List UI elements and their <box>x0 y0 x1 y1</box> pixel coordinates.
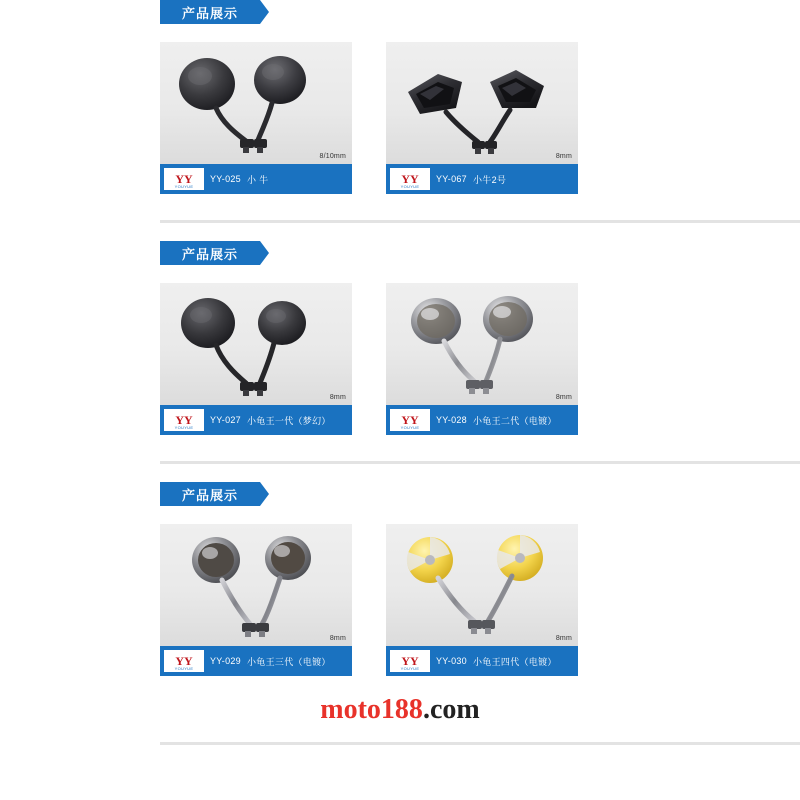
mirror-illustration-round-black <box>160 283 352 405</box>
brand-logo-icon <box>164 409 204 431</box>
product-code: YY-027 <box>210 415 241 425</box>
brand-logo-icon <box>390 168 430 190</box>
product-caption-yy-028 <box>386 405 578 435</box>
product-card-yy-029[interactable] <box>160 524 352 676</box>
section-header-2: 产品展示 <box>160 241 260 265</box>
product-code: YY-025 <box>210 174 241 184</box>
section-header-3: 产品展示 <box>160 482 260 506</box>
product-photo-yy-029 <box>160 524 352 646</box>
mirror-illustration-round-black <box>160 42 352 164</box>
brand-logo-sub: YOUYUE <box>174 184 194 189</box>
brand-logo-main: YY <box>175 171 193 186</box>
product-card-yy-030[interactable] <box>386 524 578 676</box>
product-photo-yy-025 <box>160 42 352 164</box>
mirror-illustration-round-chrome <box>386 283 578 405</box>
mirror-illustration-round-yellow <box>386 524 578 646</box>
watermark-domain: .com <box>422 694 480 725</box>
section-header-1: 产品展示 <box>160 0 260 24</box>
product-photo-yy-067 <box>386 42 578 164</box>
section-divider-1 <box>160 220 800 223</box>
brand-logo-icon <box>164 650 204 672</box>
product-card-row-2 <box>0 265 800 435</box>
product-section-1 <box>0 0 800 223</box>
brand-logo-main: YY <box>401 171 419 186</box>
brand-logo-icon <box>390 650 430 672</box>
site-watermark <box>0 694 800 726</box>
brand-logo-sub: YOUYUE <box>174 666 194 671</box>
size-label-yy-029: 8mm <box>329 635 346 642</box>
product-name: 小龟王四代（电镀） <box>473 656 557 667</box>
product-code: YY-028 <box>436 415 467 425</box>
mirror-illustration-round-chrome-dark <box>160 524 352 646</box>
product-code: YY-029 <box>210 656 241 666</box>
product-section-3 <box>0 482 800 676</box>
product-photo-yy-030 <box>386 524 578 646</box>
product-section-2 <box>0 241 800 464</box>
brand-logo-main: YY <box>175 653 193 668</box>
size-label-yy-025: 8/10mm <box>319 153 346 160</box>
product-code: YY-067 <box>436 174 467 184</box>
product-card-yy-028[interactable] <box>386 283 578 435</box>
brand-logo-sub: YOUYUE <box>400 184 420 189</box>
product-card-yy-027[interactable] <box>160 283 352 435</box>
product-card-yy-025[interactable] <box>160 42 352 194</box>
brand-logo-icon <box>390 409 430 431</box>
product-photo-yy-027 <box>160 283 352 405</box>
brand-logo-main: YY <box>401 412 419 427</box>
size-label-yy-030: 8mm <box>555 635 572 642</box>
section-divider-2 <box>160 461 800 464</box>
product-code: YY-030 <box>436 656 467 666</box>
mirror-illustration-angular-black <box>386 42 578 164</box>
watermark-brand: moto188 <box>320 694 423 725</box>
brand-logo-sub: YOUYUE <box>174 425 194 430</box>
product-caption-yy-027 <box>160 405 352 435</box>
product-card-row-1 <box>0 24 800 194</box>
brand-logo-main: YY <box>401 653 419 668</box>
product-name: 小龟王一代（梦幻） <box>247 415 331 426</box>
product-name: 小龟王二代（电镀） <box>473 415 557 426</box>
product-card-yy-067[interactable] <box>386 42 578 194</box>
brand-logo-main: YY <box>175 412 193 427</box>
product-caption-yy-029 <box>160 646 352 676</box>
size-label-yy-028: 8mm <box>555 394 572 401</box>
brand-logo-sub: YOUYUE <box>400 425 420 430</box>
product-caption-yy-025 <box>160 164 352 194</box>
product-name: 小 牛 <box>247 174 269 185</box>
product-name: 小龟王三代（电镀） <box>247 656 331 667</box>
size-label-yy-027: 8mm <box>329 394 346 401</box>
product-caption-yy-030 <box>386 646 578 676</box>
product-card-row-3 <box>0 506 800 676</box>
bottom-divider <box>160 742 800 745</box>
product-photo-yy-028 <box>386 283 578 405</box>
brand-logo-icon <box>164 168 204 190</box>
product-name: 小牛2号 <box>473 174 507 185</box>
size-label-yy-067: 8mm <box>555 153 572 160</box>
product-caption-yy-067 <box>386 164 578 194</box>
brand-logo-sub: YOUYUE <box>400 666 420 671</box>
